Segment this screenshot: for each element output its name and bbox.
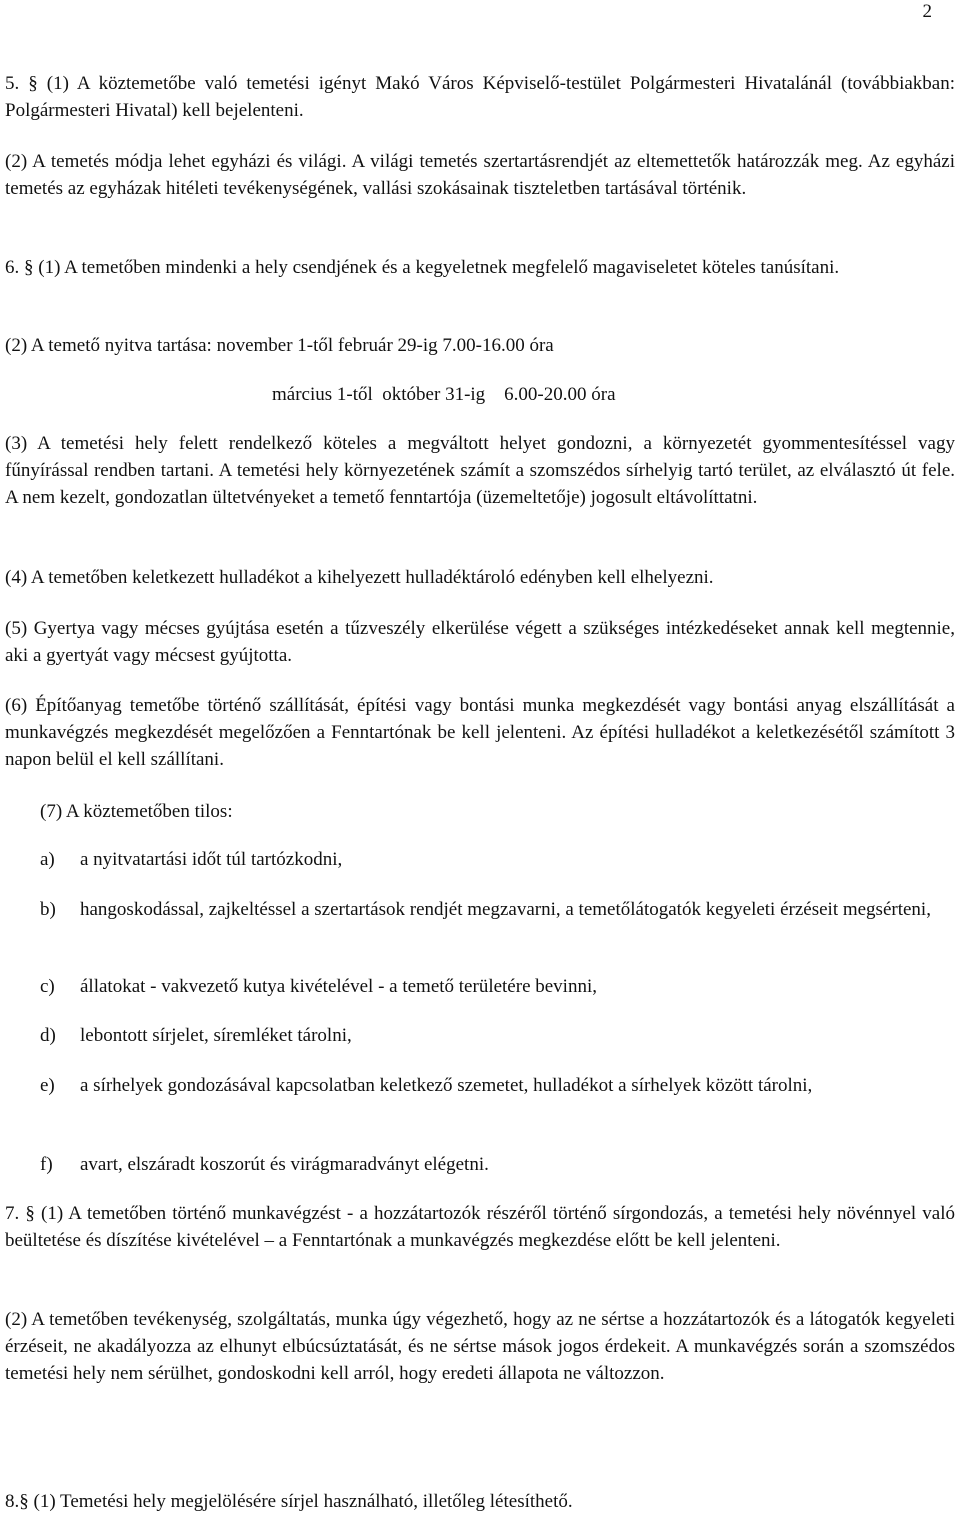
list-item xyxy=(40,973,955,1001)
page-number: 2 xyxy=(922,1,932,22)
section-7-paragraph-1: 7. § (1) A temetőben történő munkavégzést - a hozzátartozók részéről történő sírgondozás, a temetési hely növénnyel való beültetése és díszítése kivételével – a Fenntartónak a munkavégzés megkezdése előtt be kell jelenteni. xyxy=(5,1203,955,1251)
list-item-text: állatokat - vakvezető kutya kivételével - a temető területére bevinni, xyxy=(80,976,597,997)
list-item-text: a sírhelyek gondozásával kapcsolatban keletkező szemetet, hulladékot a sírhelyek között tárolni, xyxy=(80,1075,813,1096)
list-marker: d) xyxy=(40,1025,56,1046)
section-7-paragraph-2: (2) A temetőben tevékenység, szolgáltatás, munka úgy végezhető, hogy az ne sértse a hozzátartozók és a látogatók kegyeleti érzéseit, ne akadályozza az elhunyt elbúcsúztatását, és ne sértse mások jogos érdekeit. A munkavégzés során a szomszédos temetési hely nem sérülhet, gondoskodni kell arról, hogy eredeti állapota ne változzon. xyxy=(5,1309,955,1384)
list-marker: e) xyxy=(40,1075,55,1096)
list-item-text: lebontott sírjelet, síremléket tárolni, xyxy=(80,1025,352,1046)
opening-hours-summer: március 1-től október 31-ig 6.00-20.00 óra xyxy=(272,384,616,405)
list-marker: a) xyxy=(40,849,55,870)
list-item-text: a nyitvatartási időt túl tartózkodni, xyxy=(80,849,343,870)
list-item xyxy=(40,1072,955,1100)
list-item xyxy=(40,1151,955,1179)
section-8-paragraph-1: 8.§ (1) Temetési hely megjelölésére sírjel használható, illetőleg létesíthető. xyxy=(5,1491,573,1512)
list-marker: c) xyxy=(40,976,55,997)
list-item xyxy=(40,896,955,924)
list-item-text: avart, elszáradt koszorút és virágmaradványt elégetni. xyxy=(80,1154,489,1175)
list-marker: f) xyxy=(40,1154,53,1175)
section-5-paragraph-2: (2) A temetés módja lehet egyházi és világi. A világi temetés szertartásrendjét az eltemettetők határozzák meg. Az egyházi temetés az egyházak hitéleti tevékenységének, vallási szokásainak tiszteletben tartásával történik. xyxy=(5,151,955,199)
section-6-paragraph-1: 6. § (1) A temetőben mindenki a hely csendjének és a kegyeletnek megfelelő magaviseletet köteles tanúsítani. xyxy=(5,257,840,278)
prohibitions-intro: (7) A köztemetőben tilos: xyxy=(40,801,233,822)
section-6-paragraph-5: (5) Gyertya vagy mécses gyújtása esetén a tűzveszély elkerülése végett a szükséges intézkedéseket annak kell megtennie, aki a gyertyát vagy mécsest gyújtotta. xyxy=(5,618,955,666)
section-6-paragraph-6: (6) Építőanyag temetőbe történő szállítását, építési vagy bontási munka megkezdését vagy bontási anyag elszállítását a munkavégzés megkezdését megelőzően a Fenntartónak be kell jelenteni. Az építési hulladékot a keletkezésétől számított 3 napon belül el kell szállítani. xyxy=(5,695,955,770)
section-5-paragraph-1: 5. § (1) A köztemetőbe való temetési igényt Makó Város Képviselő-testület Polgármesteri Hivatalánál (továbbiakban: Polgármesteri Hivatal) kell bejelenteni. xyxy=(5,73,955,121)
opening-hours-winter: (2) A temető nyitva tartása: november 1-től február 29-ig 7.00-16.00 óra xyxy=(5,335,554,356)
list-item xyxy=(40,846,955,874)
section-6-paragraph-4: (4) A temetőben keletkezett hulladékot a kihelyezett hulladéktároló edényben kell elhelyezni. xyxy=(5,567,714,588)
list-marker: b) xyxy=(40,899,56,920)
list-item xyxy=(40,1022,955,1050)
list-item-text: hangoskodással, zajkeltéssel a szertartások rendjét megzavarni, a temetőlátogatók kegyeleti érzéseit megsérteni, xyxy=(80,899,931,920)
section-6-paragraph-3: (3) A temetési hely felett rendelkező köteles a megváltott helyet gondozni, a környezetét gyommentesítéssel vagy fűnyírással rendben tartani. A temetési hely környezetének számít a szomszédos sírhelyig tartó terület, az elválasztó út fele. A nem kezelt, gondozatlan ültetvényeket a temető fenntartója (üzemeltetője) jogosult eltávolíttatni. xyxy=(5,433,955,508)
